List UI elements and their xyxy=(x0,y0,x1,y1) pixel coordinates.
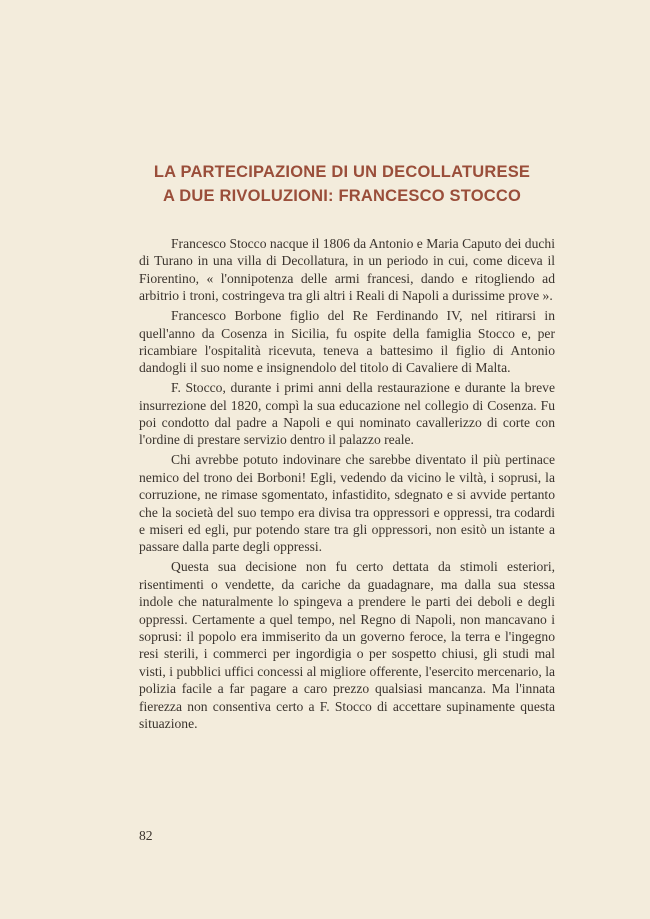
chapter-title xyxy=(100,160,584,208)
paragraph-1: Francesco Stocco nacque il 1806 da Antonio e Maria Caputo dei duchi di Turano in una villa di Decollatura, in un periodo in cui, come diceva il Fiorentino, « l'onnipotenza delle armi francesi, dando e ritogliendo ad arbitrio i troni, costringeva tra gli altri i Reali di Napoli a durissime prove ». xyxy=(139,236,555,304)
chapter-title-line-1: LA PARTECIPAZIONE DI UN DECOLLATURESE xyxy=(153,163,531,181)
paragraph-2: Francesco Borbone figlio del Re Ferdinando IV, nel ritirarsi in quell'anno da Cosenza in Sicilia, fu ospite della famiglia Stocco e, per ricambiare l'ospitalità ricevuta, teneva a battesimo il figlio di Antonio dandogli il suo nome e insignendolo del titolo di Cavaliere di Malta. xyxy=(139,308,555,376)
paragraph-5: Questa sua decisione non fu certo dettata da stimoli esteriori, risentimenti o vendette, da cariche da guadagnare, ma dalla sua stessa indole che naturalmente lo spingeva a prendere le parti dei deboli e degli oppressi. Certamente a quel tempo, nel Regno di Napoli, non mancavano i soprusi: il popolo era immiserito da un governo feroce, la terra e l'ingegno resi sterili, i commerci per ingordigia o per sospetto chiusi, gli studi mal visti, i pubblici uffici concessi al migliore offerente, l'esercito mercenario, la polizia facile a far pagare a caro prezzo qualsiasi mancanza. Ma l'innata fierezza non consentiva certo a F. Stocco di accettare supinamente questa situazione. xyxy=(139,559,555,731)
paragraph-3: F. Stocco, durante i primi anni della restaurazione e durante la breve insurrezione del 1820, compì la sua educazione nel collegio di Cosenza. Fu poi condotto dal padre a Napoli e qui nominato cavallerizzo di corte con l'ordine di prestare servizio dentro il palazzo reale. xyxy=(139,380,555,448)
page-number: 82 xyxy=(139,828,153,843)
chapter-title-line-2: A DUE RIVOLUZIONI: FRANCESCO STOCCO xyxy=(162,187,522,205)
paragraph-4: Chi avrebbe potuto indovinare che sarebbe diventato il più pertinace nemico del trono dei Borboni! Egli, vedendo da vicino le viltà, i soprusi, la corruzione, ne rimase sgomentato, infastidito, sdegnato e si avvide pertanto che la società del suo tempo era divisa tra oppressori e oppressi, tra codardi e miseri ed egli, pur potendo stare tra gli oppressori, non esitò un istante a passare dalla parte degli oppressi. xyxy=(139,452,555,555)
body-text xyxy=(139,235,555,735)
